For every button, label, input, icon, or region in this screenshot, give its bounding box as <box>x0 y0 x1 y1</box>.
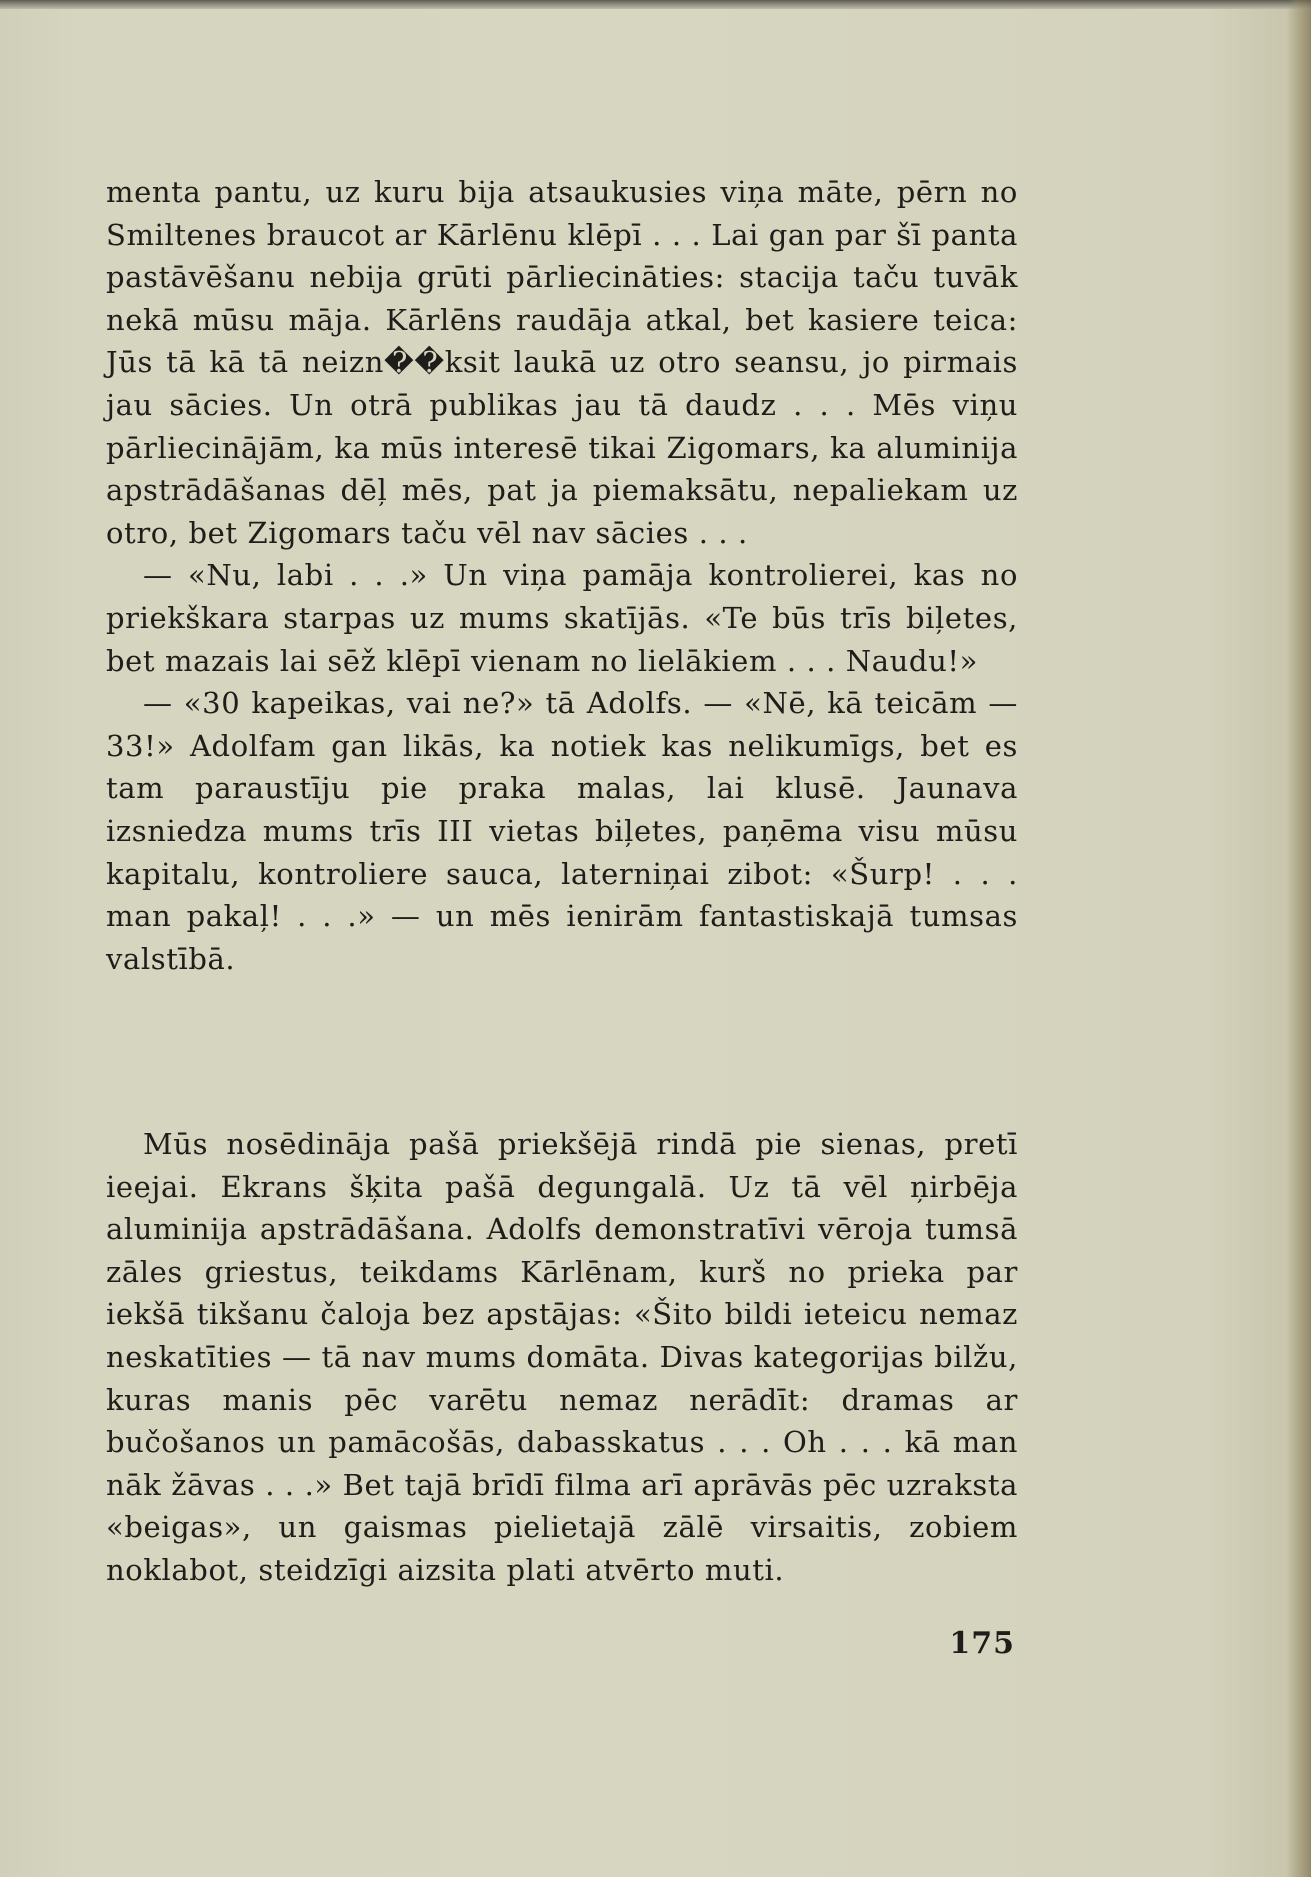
text-section-2 <box>106 1123 1018 1592</box>
page-top-edge <box>0 0 1311 9</box>
paragraph: Mūs nosēdināja pašā priekšējā rindā pie sienas, pretī ieejai. Ekrans šķita pašā degungalā. Uz tā vēl ņirbēja aluminija apstrādāšana. Adolfs demonstratīvi vēroja tumsā zāles griestus, teikdams Kārlēnam, kurš no prieka par iekšā tikšanu čaloja bez apstājas: «Šito bildi ieteicu nemaz neskatīties — tā nav mums domāta. Divas kategorijas bilžu, kuras manis pēc varētu nemaz nerādīt: dramas ar bučošanos un pamācošās, dabasskatus . . . Oh . . . kā man nāk žāvas . . .» Bet tajā brīdī filma arī aprāvās pēc uzraksta «beigas», un gaismas pielietajā zālē virsaitis, zobiem noklabot, steidzīgi aizsita plati atvērto muti. <box>106 1127 1018 1587</box>
text-section-1 <box>106 171 1018 980</box>
paragraph: menta pantu, uz kuru bija atsaukusies viņa māte, pērn no Smiltenes braucot ar Kārlēnu klēpī . . . Lai gan par šī panta pastāvēšanu nebija grūti pārliecināties: stacija taču tuvāk nekā mūsu māja. Kārlēns raudāja atkal, bet kasiere teica: Jūs tā kā tā neizn��ksit laukā uz otro seansu, jo pirmais jau sācies. Un otrā publikas jau tā daudz . . . Mēs viņu pārliecinājām, ka mūs interesē tikai Zigomars, ka aluminija apstrādāšanas dēļ mēs, pat ja piemaksātu, nepaliekam uz otro, bet Zigomars taču vēl nav sācies . . . <box>106 175 1018 550</box>
page-binding-edge <box>1287 0 1311 1877</box>
page-number: 175 <box>949 1626 1015 1661</box>
paragraph: — «Nu, labi . . .» Un viņa pamāja kontrolierei, kas no priekškara starpas uz mums skatījās. «Te būs trīs biļetes, bet mazais lai sēž klēpī vienam no lielākiem . . . Naudu!» <box>106 558 1018 678</box>
paragraph: — «30 kapeikas, vai ne?» tā Adolfs. — «Nē, kā teicām — 33!» Adolfam gan likās, ka notiek kas nelikumīgs, bet es tam paraustīju pie praka malas, lai klusē. Jaunava izsniedza mums trīs III vietas biļetes, paņēma visu mūsu kapitalu, kontroliere sauca, laterniņai zibot: «Šurp! . . . man pakaļ! . . .» — un mēs ienirām fantastiskajā tumsas valstībā. <box>106 686 1018 976</box>
